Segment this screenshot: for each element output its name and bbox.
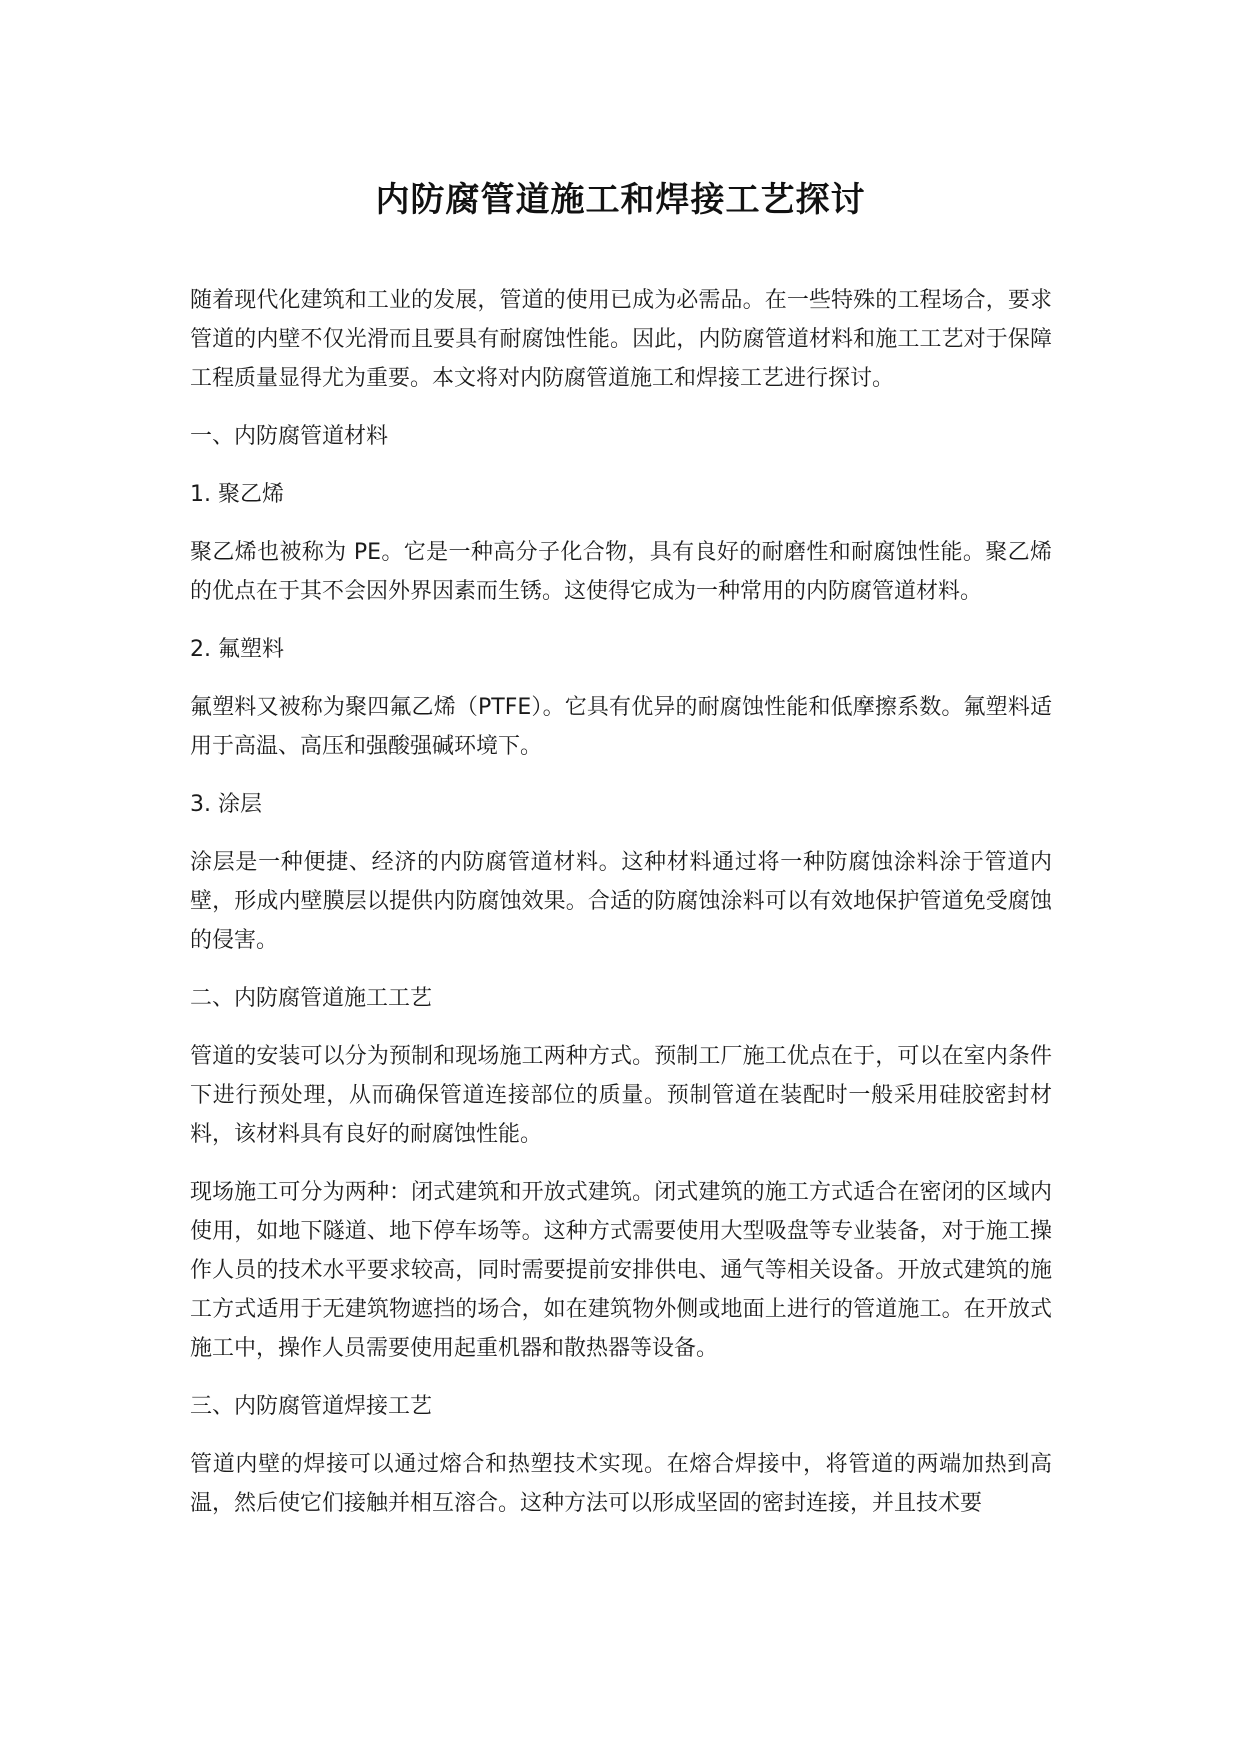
paragraph-coating: 涂层是一种便捷、经济的内防腐管道材料。这种材料通过将一种防腐蚀涂料涂于管道内壁，形成内壁膜层以提供内防腐蚀效果。合适的防腐蚀涂料可以有效地保护管道免受腐蚀的侵害。 <box>190 850 1052 953</box>
section-heading-construction: 二、内防腐管道施工工艺 <box>190 986 433 1011</box>
subheading-fluoroplastic: 2. 氟塑料 <box>190 637 284 662</box>
paragraph-installation: 管道的安装可以分为预制和现场施工两种方式。预制工厂施工优点在于，可以在室内条件下进行预处理，从而确保管道连接部位的质量。预制管道在装配时一般采用硅胶密封材料，该材料具有良好的耐腐蚀性能。 <box>190 1044 1052 1147</box>
paragraph-site-construction: 现场施工可分为两种：闭式建筑和开放式建筑。闭式建筑的施工方式适合在密闭的区域内使用，如地下隧道、地下停车场等。这种方式需要使用大型吸盘等专业装备，对于施工操作人员的技术水平要求较高，同时需要提前安排供电、通气等相关设备。开放式建筑的施工方式适用于无建筑物遮挡的场合，如在建筑物外侧或地面上进行的管道施工。在开放式施工中，操作人员需要使用起重机器和散热器等设备。 <box>190 1180 1052 1361</box>
paragraph-polyethylene: 聚乙烯也被称为 PE。它是一种高分子化合物，具有良好的耐磨性和耐腐蚀性能。聚乙烯的优点在于其不会因外界因素而生锈。这使得它成为一种常用的内防腐管道材料。 <box>190 540 1052 604</box>
document-body <box>190 281 1052 1542</box>
subheading-coating: 3. 涂层 <box>190 792 262 817</box>
intro-paragraph: 随着现代化建筑和工业的发展，管道的使用已成为必需品。在一些特殊的工程场合，要求管道的内壁不仅光滑而且要具有耐腐蚀性能。因此，内防腐管道材料和施工工艺对于保障工程质量显得尤为重要。本文将对内防腐管道施工和焊接工艺进行探讨。 <box>190 288 1052 391</box>
subheading-polyethylene: 1. 聚乙烯 <box>190 482 284 507</box>
section-heading-materials: 一、内防腐管道材料 <box>190 424 389 449</box>
section-heading-welding: 三、内防腐管道焊接工艺 <box>190 1394 433 1419</box>
paragraph-welding: 管道内壁的焊接可以通过熔合和热塑技术实现。在熔合焊接中，将管道的两端加热到高温，然后使它们接触并相互溶合。这种方法可以形成坚固的密封连接，并且技术要 <box>190 1452 1052 1516</box>
paragraph-fluoroplastic: 氟塑料又被称为聚四氟乙烯（PTFE）。它具有优异的耐腐蚀性能和低摩擦系数。氟塑料适用于高温、高压和强酸强碱环境下。 <box>190 695 1052 759</box>
document-title: 内防腐管道施工和焊接工艺探讨 <box>375 180 866 220</box>
